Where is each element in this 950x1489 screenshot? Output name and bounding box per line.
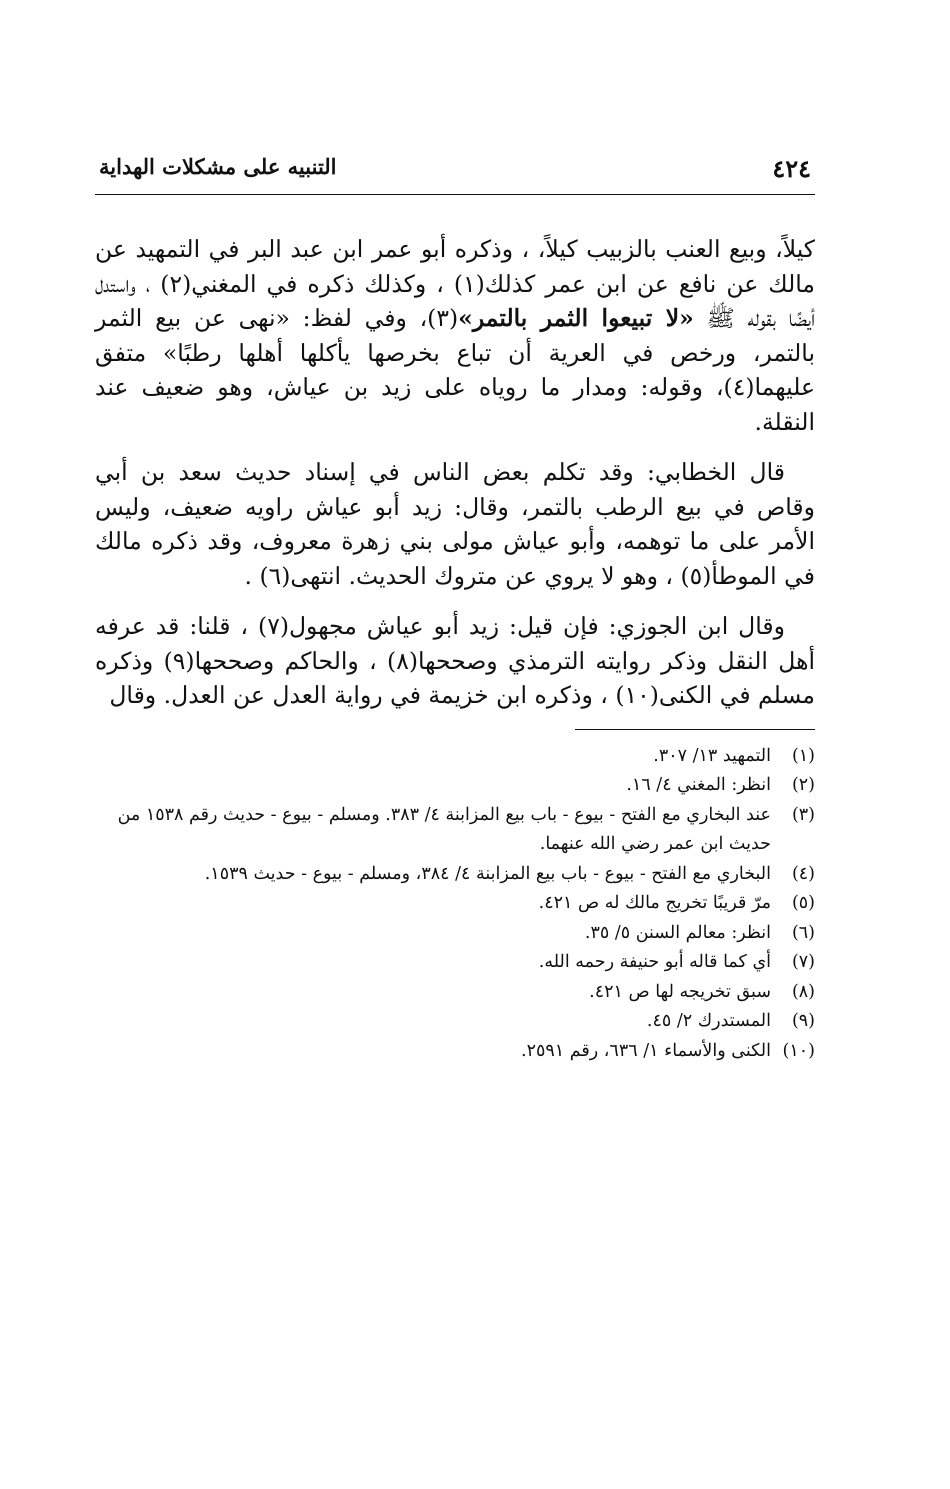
footnote-number: (٣) <box>791 804 815 825</box>
hadith-quote-bold: «لا تبيعوا الثمر بالتمر» <box>458 304 694 332</box>
footnote-text: الكنى والأسماء ١/ ٦٣٦، رقم ٢٥٩١. <box>520 1040 771 1061</box>
footnote-3 <box>95 801 815 860</box>
footnote-1 <box>95 742 815 772</box>
footnote-5 <box>95 889 815 919</box>
footnote-number: (٦) <box>791 922 815 943</box>
footnote-10 <box>95 1037 815 1067</box>
paragraph-1-text-b: (٣)، وفي لفظ: «نهى عن بيع الثمر بالتمر، ورخص في العرية أن تباع بخرصها يأكلها أهلها رطبًا» متفق عليهما(٤)، وقوله: ومدار ما روياه على زيد بن عياش، وهو ضعيف عند النقلة. <box>95 304 815 436</box>
footnote-text: مرّ قريبًا تخريج مالك له ص ٤٢١. <box>538 893 771 913</box>
footnote-text: انظر: معالم السنن ٥/ ٣٥. <box>584 922 771 943</box>
paragraph-1-text-a: كيلاً، وبيع العنب بالزبيب كيلاً، ، وذكره أبو عمر ابن عبد البر في التمهيد عن مالك عن نافع عن ابن عمر كذلك(١) ، وكذلك ذكره في المغني(٢) ، واستدل أيضًا بقوله ﷺ <box>95 235 815 332</box>
footnote-4 <box>95 860 815 890</box>
footnote-text: انظر: المغني ٤/ ١٦. <box>626 775 771 795</box>
footnote-number: (٤) <box>791 863 815 884</box>
footnote-separator <box>575 729 815 730</box>
footnote-number: (٩) <box>791 1011 815 1031</box>
footnote-9 <box>95 1007 815 1037</box>
footnote-text: عند البخاري مع الفتح - بيوع - باب بيع المزابنة ٤/ ٣٨٣. ومسلم - بيوع - حديث رقم ١٥٣٨ من حديث ابن عمر رضي الله عنهما. <box>117 804 771 854</box>
paragraph-1 <box>95 232 815 439</box>
footnote-number: (١) <box>791 745 815 766</box>
footnotes <box>95 742 815 1067</box>
footnote-text: البخاري مع الفتح - بيوع - باب بيع المزابنة ٤/ ٣٨٤، ومسلم - بيوع - حديث ١٥٣٩. <box>204 863 771 884</box>
book-page <box>95 150 815 1066</box>
paragraph-3: وقال ابن الجوزي: فإن قيل: زيد أبو عياش مجهول(٧) ، قلنا: قد عرفه أهل النقل وذكر روايته الترمذي وصححها(٨) ، والحاكم وصححها(٩) وذكره مسلم في الكنى(١٠) ، وذكره ابن خزيمة في رواية العدل عن العدل. وقال <box>95 612 816 709</box>
footnote-7 <box>95 948 815 978</box>
footnote-2 <box>95 771 815 801</box>
footnote-text: التمهيد ١٣/ ٣٠٧. <box>653 745 771 766</box>
footnote-text: المستدرك ٢/ ٤٥. <box>646 1011 771 1031</box>
footnote-6 <box>95 919 815 949</box>
footnote-text: أي كما قاله أبو حنيفة رحمه الله. <box>538 952 771 972</box>
footnote-number: (٨) <box>791 981 815 1002</box>
footnote-number: (٥) <box>791 893 815 913</box>
main-text <box>95 232 815 713</box>
footnote-number: (١٠) <box>782 1040 815 1061</box>
footnote-number: (٢) <box>791 775 815 795</box>
paragraph-2: قال الخطابي: وقد تكلم بعض الناس في إسناد حديث سعد بن أبي وقاص في بيع الرطب بالتمر، وقال: زيد أبو عياش راويه ضعيف، وليس الأمر على ما توهمه، وأبو عياش مولى بني زهرة معروف، وقد ذكره مالك في الموطأ(٥) ، وهو لا يروي عن متروك الحديث. انتهى(٦) . <box>95 458 815 590</box>
page-number: ٤٢٤ <box>772 154 811 183</box>
running-header <box>95 150 815 190</box>
book-title: التنبيه على مشكلات الهداية <box>99 154 337 179</box>
header-rule <box>95 194 815 195</box>
footnote-8 <box>95 978 815 1008</box>
footnote-text: سبق تخريجه لها ص ٤٢١. <box>589 981 771 1002</box>
footnote-number: (٧) <box>791 952 815 972</box>
